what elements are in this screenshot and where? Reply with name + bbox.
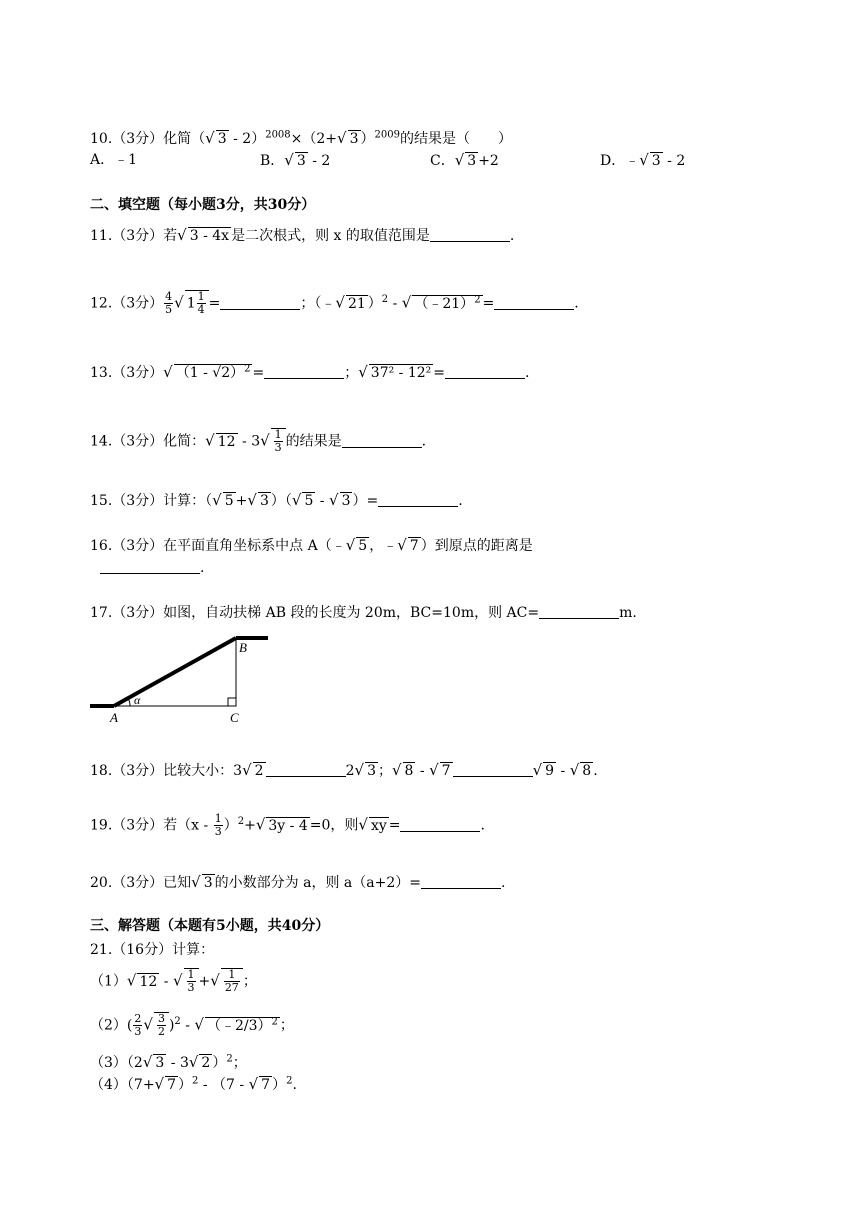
question-21: 21.（16分）计算： <box>90 942 215 958</box>
answer-blank[interactable] <box>378 492 458 507</box>
label-c: C <box>230 710 239 725</box>
question-17: 17.（3分）如图，自动扶梯 AB 段的长度为 20m，BC=10m，则 AC= m. <box>90 605 637 621</box>
section-3-title: 三、解答题（本题有5小题，共40分） <box>90 918 330 934</box>
answer-blank[interactable] <box>342 433 422 448</box>
answer-blank-2[interactable] <box>494 295 574 310</box>
question-11: 11.（3分）若√ 3 - 4x 是二次根式，则 x 的取值范围是 . <box>90 226 515 244</box>
question-18: 18.（3分）比较大小：3√ 2 2√ 3 ；√ 8 - √ 7 √ 9 - √ 8 . <box>90 761 598 779</box>
question-15: 15.（3分）计算：（√ 5 +√ 3 ）（√ 5 - √ 3 ）= . <box>90 491 463 509</box>
question-21-part-4: （4）（7+√ 7 ）$^2$ - （7 - √ 7 ）$^2$. <box>90 1075 297 1093</box>
question-13: 13.（3分）√ （1 - √2）$^2$ = ；√ 37² - 12² = . <box>90 363 530 381</box>
section-2-title: 二、填空题（每小题3分，共30分） <box>90 197 316 213</box>
question-12: 12.（3分） $\frac{4}{5}$ √ 1 $\frac{1}{4}$ = ；（﹣√ 21 ）$^2$ - √ （﹣21）$^2$ = . <box>90 290 579 316</box>
answer-blank-1[interactable] <box>264 364 344 379</box>
label-alpha: α <box>134 693 141 707</box>
escalator-line <box>114 638 236 706</box>
label-a: A <box>110 710 118 725</box>
option-c: C．√ 3 +2 <box>430 151 499 169</box>
question-21-part-1: （1）√ 12 - √ $\frac{1}{3}$ +√ $\frac{1}{27}$ ； <box>90 968 257 994</box>
question-20: 20.（3分）已知√ 3 的小数部分为 a，则 a（a+2）= . <box>90 873 506 891</box>
answer-blank[interactable] <box>400 817 480 832</box>
question-10-options <box>90 150 820 170</box>
answer-blank[interactable] <box>100 559 200 574</box>
label-b: B <box>239 640 247 655</box>
question-16: 16.（3分）在平面直角坐标系中点 A（﹣√ 5 ，﹣√ 7 ）到原点的距离是 <box>90 536 533 554</box>
escalator-figure <box>90 630 270 726</box>
question-16-answer: . <box>100 558 820 578</box>
question-21-part-2: （2）( $\frac{2}{3}$ √ $\frac{3}{2}$ )$^2$ - √ （﹣2/3）$^2$ ； <box>90 1012 294 1038</box>
answer-blank-2[interactable] <box>453 762 533 777</box>
answer-blank-2[interactable] <box>445 364 525 379</box>
option-b: B．√ 3 - 2 <box>260 151 331 169</box>
answer-blank[interactable] <box>539 604 619 619</box>
right-angle-mark <box>228 698 236 706</box>
answer-blank-1[interactable] <box>266 762 346 777</box>
option-d: D．﹣√ 3 - 2 <box>600 151 686 169</box>
question-21-part-3: （3）（2√ 3 - 3√ 2 ）$^2$； <box>90 1053 247 1071</box>
answer-blank[interactable] <box>421 874 501 889</box>
question-10: 10.（3分）化简（√ 3 - 2）$^{2008}$×（2+√ 3 ）$^{2009}$的结果是（ ） <box>90 129 512 147</box>
question-19: 19.（3分）若（x - $\frac{1}{3}$ ）$^2$+√ 3y - 4 =0，则√ xy = . <box>90 812 485 838</box>
answer-blank[interactable] <box>430 227 510 242</box>
question-14: 14.（3分）化简：√ 12 - 3√ $\frac{1}{3}$ 的结果是 . <box>90 428 427 454</box>
option-a: A．﹣1 <box>90 152 138 168</box>
sqrt-3: 3 <box>217 131 227 147</box>
answer-blank-1[interactable] <box>220 295 300 310</box>
